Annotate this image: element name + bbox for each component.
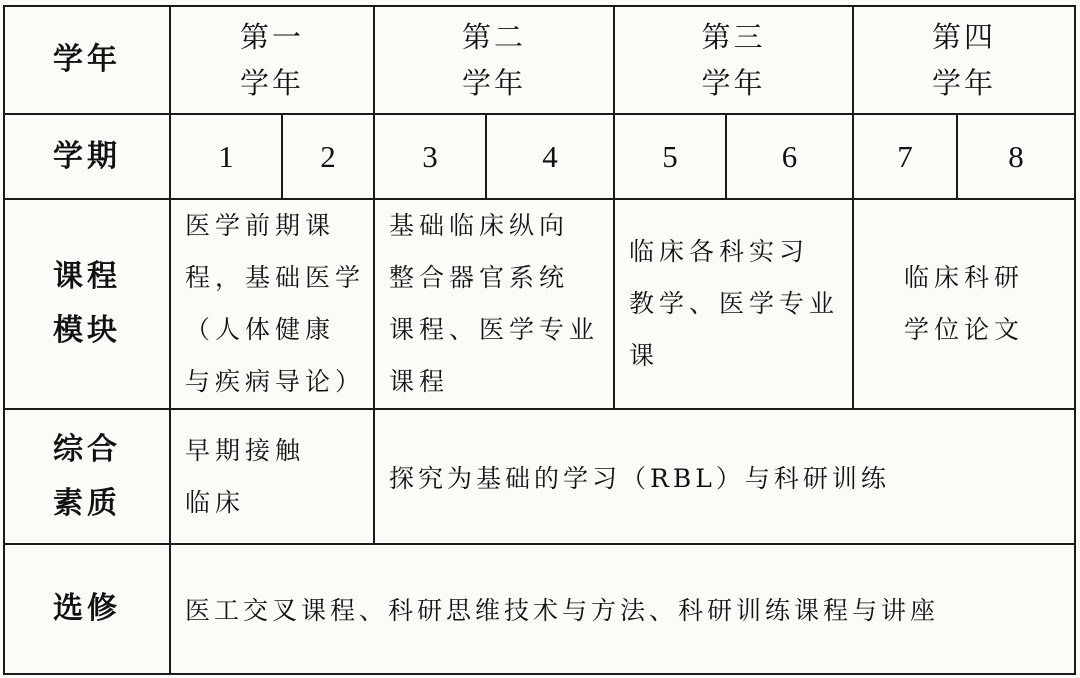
year-cell-3	[614, 6, 853, 114]
semester-cell-8: 8	[957, 114, 1075, 199]
modules-header-cell	[4, 199, 170, 409]
elective-header-label: 选修	[53, 591, 121, 626]
module-3-line2: 教学、医学专业	[629, 289, 840, 318]
elective-row	[4, 544, 1075, 674]
module-cell-2	[374, 199, 614, 409]
semester-cell-5: 5	[614, 114, 726, 199]
module-2-line2: 整合器官系统	[389, 263, 570, 292]
early-clinical-line1: 早期接触	[185, 435, 306, 465]
semester-cell-6: 6	[726, 114, 853, 199]
semester-header-label: 学期	[53, 138, 121, 174]
year-header-cell	[4, 6, 170, 114]
year-3-line1: 第三	[701, 20, 766, 54]
early-clinical-cell	[170, 409, 374, 544]
semester-cell-4: 4	[486, 114, 614, 199]
rbl-text: 探究为基础的学习（RBL）与科研训练	[389, 463, 890, 493]
module-3-line3: 课	[629, 341, 660, 370]
module-cell-1	[170, 199, 374, 409]
rbl-cell	[374, 409, 1075, 544]
module-3-line1: 临床各科实习	[629, 237, 810, 266]
year-header-label: 学年	[53, 42, 121, 77]
modules-row	[4, 199, 1075, 409]
modules-header-line2: 模块	[53, 313, 121, 348]
semester-cell-3: 3	[374, 114, 486, 199]
module-cell-4	[853, 199, 1075, 409]
module-1-line3: （人体健康	[185, 315, 336, 344]
quality-header-line1: 综合	[53, 431, 121, 467]
year-1-line2: 学年	[240, 66, 305, 100]
module-4-line2: 学位论文	[904, 315, 1025, 344]
module-4-line1: 临床科研	[904, 263, 1025, 292]
elective-content-cell	[170, 544, 1075, 674]
semester-row	[4, 114, 1075, 199]
semester-header-cell	[4, 114, 170, 199]
year-row	[4, 6, 1075, 114]
module-1-line4: 与疾病导论）	[185, 367, 366, 396]
year-cell-2	[374, 6, 614, 114]
module-1-line2: 程，基础医学	[185, 263, 366, 292]
elective-content-text: 医工交叉课程、科研思维技术与方法、科研训练课程与讲座	[185, 596, 940, 625]
modules-header-line1: 课程	[53, 259, 121, 294]
year-4-line1: 第四	[932, 20, 997, 54]
year-2-line2: 学年	[462, 66, 527, 100]
curriculum-table	[3, 5, 1076, 675]
elective-header-cell	[4, 544, 170, 674]
quality-row	[4, 409, 1075, 544]
year-4-line2: 学年	[932, 66, 997, 100]
semester-cell-2: 2	[282, 114, 374, 199]
module-2-line4: 课程	[389, 367, 450, 396]
quality-header-line2: 素质	[53, 485, 121, 521]
year-cell-1	[170, 6, 374, 114]
semester-cell-7: 7	[853, 114, 957, 199]
year-3-line2: 学年	[701, 66, 766, 100]
early-clinical-line2: 临床	[185, 487, 246, 517]
quality-header-cell	[4, 409, 170, 544]
year-2-line1: 第二	[462, 20, 527, 54]
module-cell-3	[614, 199, 853, 409]
module-2-line3: 课程、医学专业	[389, 315, 600, 344]
semester-cell-1: 1	[170, 114, 282, 199]
module-2-line1: 基础临床纵向	[389, 211, 570, 240]
module-1-line1: 医学前期课	[185, 211, 336, 240]
year-1-line1: 第一	[240, 20, 305, 54]
year-cell-4	[853, 6, 1075, 114]
